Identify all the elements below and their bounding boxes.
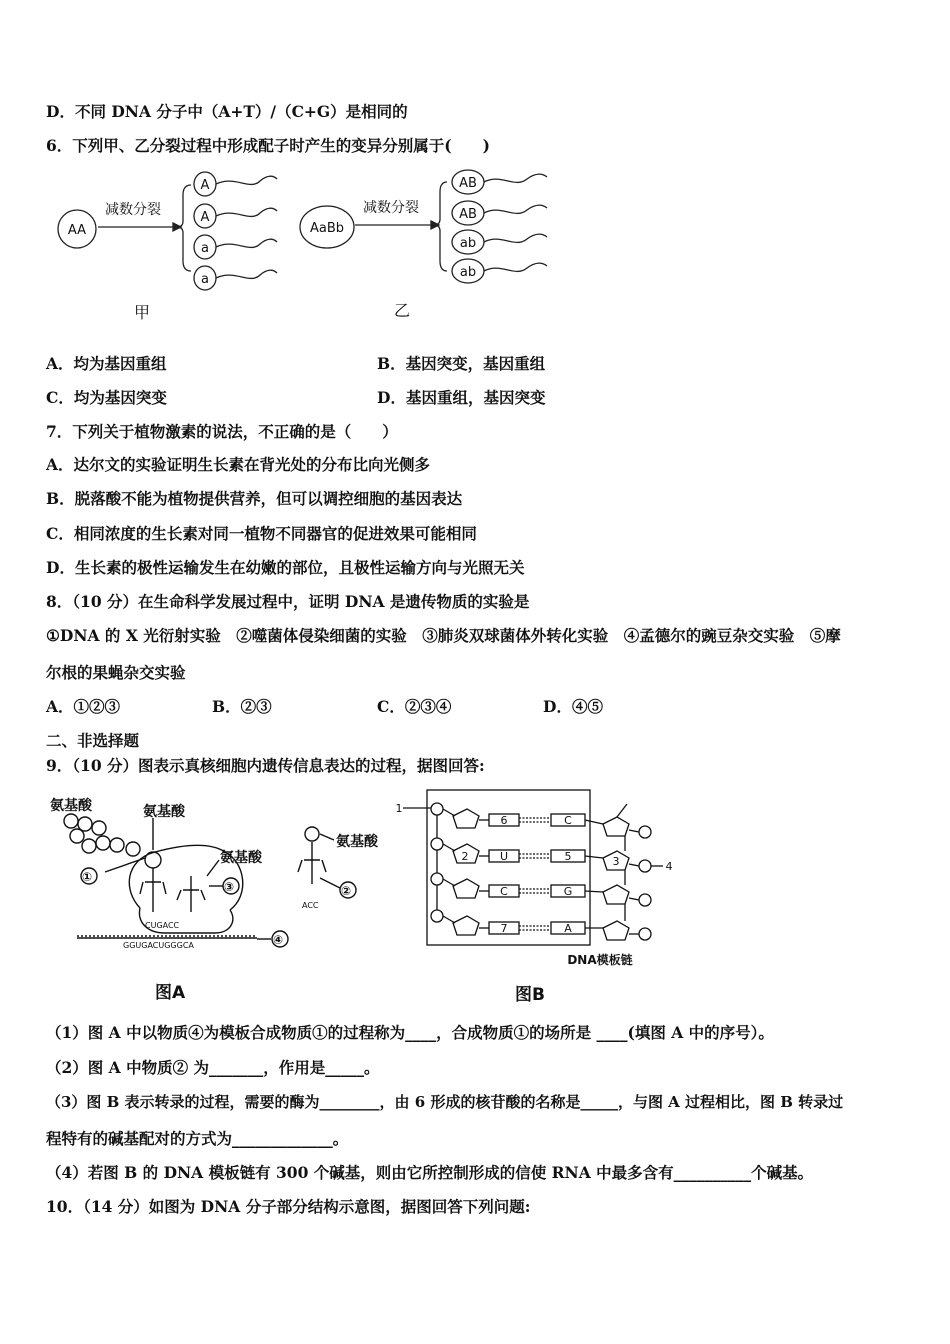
jia-gamete-2: A <box>200 210 210 225</box>
q8-option-d: D．④⑤ <box>543 697 603 716</box>
figa-num-3: ③ <box>224 880 235 894</box>
figb-caption: 图B <box>515 985 545 1005</box>
figa-caption: 图A <box>155 983 186 1003</box>
yi-cell-label: AaBb <box>309 221 345 236</box>
figb-mid-base-3: G <box>563 885 573 898</box>
jia-gamete-1: A <box>200 178 210 193</box>
q8-items-line2: 尔根的果蝇杂交实验 <box>46 663 186 682</box>
q7-option-b: B．脱落酸不能为植物提供营养，但可以调控细胞的基因表达 <box>46 489 463 508</box>
q9-stem: 9．（10 分）图表示真核细胞内遗传信息表达的过程，据图回答: <box>46 756 485 775</box>
figb-left-base-3: C <box>500 885 508 898</box>
figb-mid-base-2: 5 <box>564 850 572 863</box>
q10-stem: 10．（14 分）如图为 DNA 分子部分结构示意图，据图回答下列问题: <box>46 1197 531 1216</box>
figa-aa-label-1: 氨基酸 <box>50 798 92 814</box>
q8-option-b: B．②③ <box>212 697 272 716</box>
q9-part-1: （1）图 A 中以物质④为模板合成物质①的过程称为____，合成物质①的场所是 ____(填图 A 中的序号）。 <box>46 1023 774 1042</box>
figa-num-2: ② <box>341 884 352 898</box>
q7-stem: 7．下列关于植物激素的说法，不正确的是（ ） <box>46 422 398 441</box>
q9-part-3a: （3）图 B 表示转录的过程，需要的酶为________，由 6 形成的核苷酸的名称是_____，与图 A 过程相比，图 B 转录过 <box>46 1093 844 1111</box>
q9-figure-a <box>45 790 295 1005</box>
figb-num-1: 1 <box>395 802 403 815</box>
figa-acc: ACC <box>302 901 319 910</box>
q7-option-a: A．达尔文的实验证明生长素在背光处的分布比向光侧多 <box>46 455 431 474</box>
figa-aa-label-2: 氨基酸 <box>143 804 185 820</box>
figa-num-4: ④ <box>273 933 284 947</box>
q8-items-line1: ①DNA 的 X 光衍射实验 ②噬菌体侵染细菌的实验 ③肺炎双球菌体外转化实验 ④孟德尔的豌豆杂交实验 ⑤摩 <box>46 626 841 645</box>
figb-left-base-1: 6 <box>500 814 508 827</box>
jia-gamete-4: a <box>201 272 209 287</box>
jia-gamete-3: a <box>201 241 209 256</box>
q6-caption-jia: 甲 <box>134 303 151 322</box>
q6-option-b: B．基因突变，基因重组 <box>377 354 546 373</box>
figb-dna-label: DNA模板链 <box>567 953 633 967</box>
q7-option-c: C．相同浓度的生长素对同一植物不同器官的促进效果可能相同 <box>46 524 477 543</box>
figa-anticodon: CUGACC <box>145 921 180 930</box>
q6-stem: 6．下列甲、乙分裂过程中形成配子时产生的变异分别属于( ) <box>46 136 490 155</box>
jia-cell-label: AA <box>67 223 87 238</box>
yi-arrow-label: 减数分裂 <box>363 200 419 216</box>
figa-aa-label-3: 氨基酸 <box>220 850 262 866</box>
q5-option-d: D．不同 DNA 分子中（A+T）/（C+G）是相同的 <box>46 102 408 121</box>
q6-option-a: A．均为基因重组 <box>46 354 167 373</box>
q8-option-c: C．②③④ <box>377 697 452 716</box>
q6-figure <box>55 165 565 295</box>
figa-num-1: ① <box>82 870 93 884</box>
q8-stem: 8．（10 分）在生命科学发展过程中，证明 DNA 是遗传物质的实验是 <box>46 592 530 611</box>
yi-gamete-4: ab <box>459 265 477 280</box>
figa-aa-label-4: 氨基酸 <box>336 834 378 850</box>
figa-mrna-seq: GGUGACUGGGCA <box>123 941 194 950</box>
figb-left-base-4: 7 <box>500 922 508 935</box>
q9-part-2: （2）图 A 中物质② 为_______，作用是_____。 <box>46 1058 380 1077</box>
q7-option-d: D．生长素的极性运输发生在幼嫩的部位，且极性运输方向与光照无关 <box>46 558 525 577</box>
yi-gamete-1: AB <box>459 176 477 191</box>
q9-figure-b <box>395 784 685 1009</box>
yi-gamete-2: AB <box>459 207 477 222</box>
yi-gamete-3: ab <box>459 236 477 251</box>
figb-num-3: 3 <box>612 855 620 868</box>
q6-option-d: D．基因重组，基因突变 <box>377 388 546 407</box>
q9-part-4: （4）若图 B 的 DNA 模板链有 300 个碱基，则由它所控制形成的信使 RNA 中最多含有__________个碱基。 <box>46 1163 814 1182</box>
q6-caption-yi: 乙 <box>394 301 411 320</box>
q9-figure-a-free-trna <box>290 822 405 912</box>
figb-num-2: 2 <box>461 850 469 863</box>
figb-mid-base-1: C <box>564 814 572 827</box>
q9-part-3b: 程特有的碱基配对的方式为_____________。 <box>46 1129 349 1148</box>
q8-option-a: A．①②③ <box>46 697 121 716</box>
figb-num-4: 4 <box>665 860 673 873</box>
jia-arrow-label: 减数分裂 <box>105 202 161 218</box>
figb-left-base-2: U <box>499 850 509 863</box>
section-2-title: 二、非选择题 <box>46 731 140 750</box>
q6-option-c: C．均为基因突变 <box>46 388 167 407</box>
figb-mid-base-4: A <box>564 922 572 935</box>
